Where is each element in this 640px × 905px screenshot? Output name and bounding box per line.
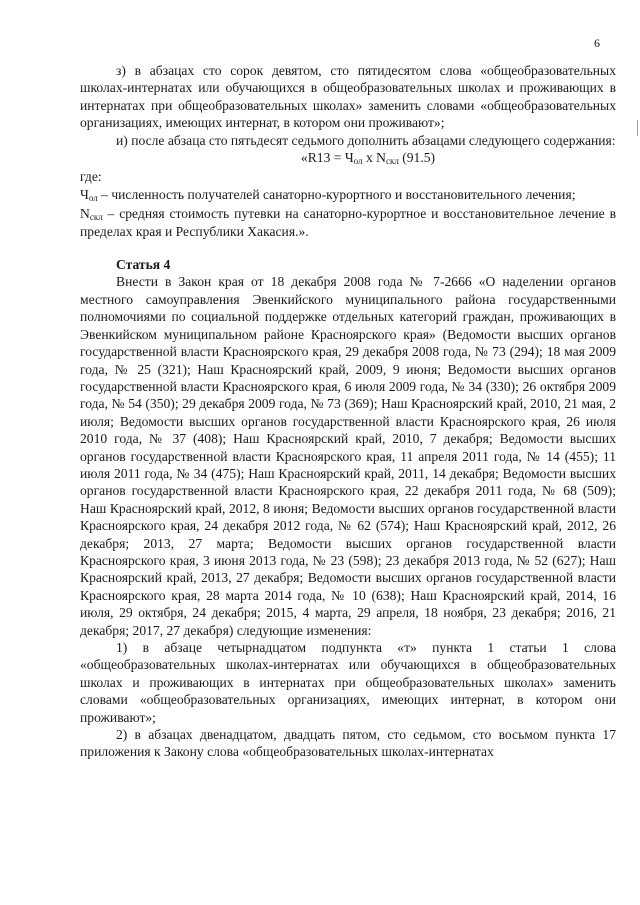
where-text: где: — [80, 169, 102, 185]
def1-symbol: Ч — [80, 186, 89, 202]
document-body — [80, 62, 616, 761]
def1-text: – численность получателей санаторно-курортного и восстановительного лечения; — [97, 186, 576, 202]
article-4-heading: Статья 4 — [116, 257, 171, 273]
definition-chol — [80, 186, 616, 203]
article-4-intro: Внести в Закон края от 18 декабря 2008 года № 7-2666 «О наделении органов местного самоуправления Эвенкийского муниципального района государственными полномочиями по социальной поддержке отдельных категорий граждан, проживающих в Эвенкийском муниципальном районе Красноярского края» (Ведомости высших органов государственной власти Красноярского края, 29 декабря 2008 года, № 73 (294); 18 мая 2009 года, № 25 (321); Наш Красноярский край, 2009, 9 июня; Ведомости высших органов государственной власти Красноярского края, 6 июля 2009 года, № 34 (330); 26 октября 2009 года, № 54 (350); 29 декабря 2009 года, № 73 (369); Наш Красноярский край, 2010, 21 мая, 2 июля; Ведомости высших органов государственной власти Красноярского края, 26 июля 2010 года, № 37 (408); Наш Красноярский край, 2010, 7 декабря; Ведомости высших органов государственной власти Красноярского края, 11 апреля 2011 года, № 14 (455); 11 июля 2011 года, № 34 (475); Наш Красноярский край, 2011, 14 декабря; Ведомости высших органов государственной власти Красноярского края, 22 декабря 2011 года, № 68 (509); Наш Красноярский край, 2012, 8 июня; Ведомости высших органов государственной власти Красноярского края, 24 декабря 2012 года, № 62 (574); Наш Красноярский край, 2012, 26 декабря; 2013, 27 марта; Ведомости высших органов государственной власти Красноярского края, 3 июня 2013 года, № 23 (598); 23 декабря 2013 года, № 52 (627); Наш Красноярский край, 2013, 27 декабря; Ведомости высших органов государственной власти Красноярского края, 28 марта 2014 года, № 10 (638); Наш Красноярский край, 2014, 16 июля, 29 октября, 24 декабря; 2015, 4 марта, 29 апреля, 18 ноября, 23 декабря; 2016, 21 декабря; 2017, 27 декабря) следующие изменения: — [80, 274, 616, 638]
article-4-item-2: 2) в абзацах двенадцатом, двадцать пятом, сто седьмом, сто восьмом пункта 17 приложения к Закону слова «общеобразовательных школах-интернатах — [80, 727, 616, 760]
paragraph-z: з) в абзацах сто сорок девятом, сто пятидесятом слова «общеобразовательных школах-интернатах или обучающихся в общеобразовательных школах и проживающих в интернатах при общеобразовательных школах» заменить словами «общеобразовательных организациях, имеющих интернат, в котором они проживают»; — [80, 63, 616, 131]
formula-mid: x N — [362, 150, 386, 166]
formula-sub-ol: ол — [353, 156, 363, 167]
page-number: 6 — [594, 36, 600, 50]
formula-r13 — [80, 149, 616, 166]
margin-mark — [637, 120, 638, 136]
where-label — [80, 168, 616, 185]
paragraph-i: и) после абзаца сто пятьдесят седьмого дополнить абзацами следующего содержания: — [116, 132, 616, 148]
def2-sub: скл — [89, 212, 103, 223]
def2-text: – средняя стоимость путевки на санаторно-курортное и восстановительное лечение в пределах края и Республики Хакасия.». — [80, 206, 616, 239]
formula-sub-skl: скл — [385, 156, 399, 167]
article-4-item-1: 1) в абзаце четырнадцатом подпункта «т» пункта 1 статьи 1 слова «общеобразовательных школах-интернатах или обучающихся в общеобразовательных школах и проживающих в интернатах при общеобразовательных школах» заменить словами «общеобразовательных организациях, имеющих интернат, в котором они проживают»; — [80, 640, 616, 725]
def1-sub: ол — [88, 192, 98, 203]
def2-symbol: N — [80, 206, 90, 222]
definition-nskl — [80, 205, 616, 240]
formula-suffix: (91.5) — [398, 150, 436, 166]
formula-prefix: «R13 = Ч — [300, 150, 354, 166]
